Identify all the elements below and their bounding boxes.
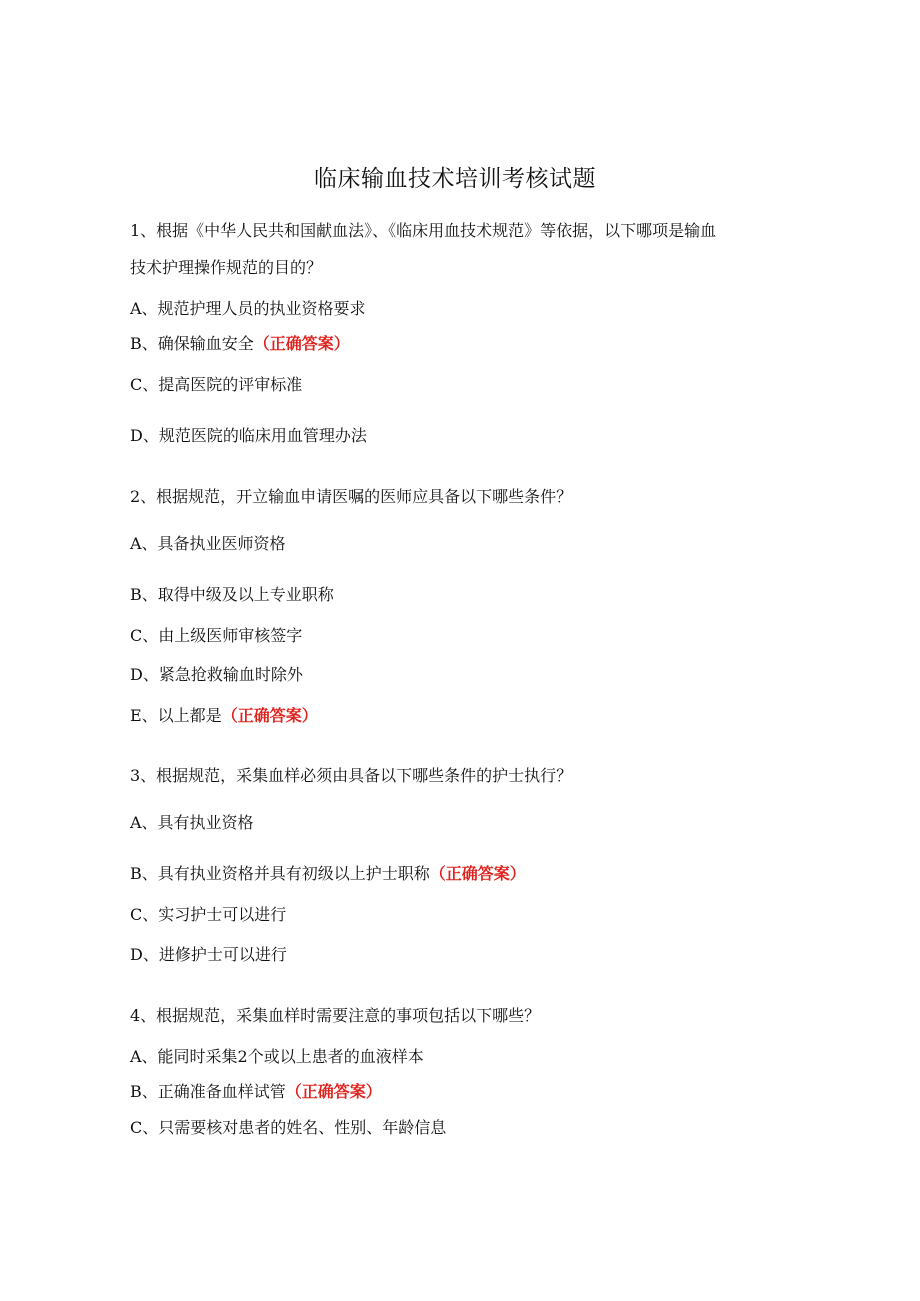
option-text: C、由上级医师审核签字	[130, 626, 303, 645]
option-text: A、规范护理人员的执业资格要求	[130, 299, 366, 318]
option-text: B、确保输血安全	[130, 334, 254, 353]
question-3-option-a	[130, 812, 254, 834]
question-1-stem-line-2: 技术护理操作规范的目的？	[130, 258, 323, 277]
question-4-option-b	[130, 1081, 382, 1103]
question-3-option-c	[130, 904, 286, 926]
question-1-option-b	[130, 333, 350, 355]
question-3-option-b	[130, 863, 526, 885]
document-title: 临床输血技术培训考核试题	[314, 166, 596, 192]
question-4-stem: 4、根据规范，采集血样时需要注意的事项包括以下哪些？	[130, 1006, 541, 1025]
question-1-option-c	[130, 374, 302, 396]
option-text: C、提高医院的评审标准	[130, 375, 303, 394]
question-2-option-b	[130, 584, 334, 606]
option-text: E、以上都是	[130, 706, 222, 725]
question-2-option-e	[130, 705, 318, 727]
option-text: B、具有执业资格并具有初级以上护士职称	[130, 864, 430, 883]
question-2-option-a	[130, 533, 286, 555]
question-2-stem: 2、根据规范，开立输血申请医嘱的医师应具备以下哪些条件？	[130, 487, 573, 506]
option-text: D、进修护士可以进行	[130, 945, 287, 964]
correct-answer-tag: （正确答案）	[285, 1082, 382, 1101]
correct-answer-tag: （正确答案）	[253, 334, 350, 353]
question-4-option-a	[130, 1046, 424, 1068]
option-text: D、规范医院的临床用血管理办法	[130, 426, 367, 445]
option-text: A、具备执业医师资格	[130, 534, 286, 553]
question-1-option-d	[130, 425, 367, 447]
question-3-stem: 3、根据规范，采集血样必须由具备以下哪些条件的护士执行？	[130, 766, 573, 785]
question-2-option-d	[130, 664, 303, 686]
question-4-option-c	[130, 1117, 446, 1139]
option-text: B、正确准备血样试管	[130, 1082, 286, 1101]
option-text: D、紧急抢救输血时除外	[130, 665, 303, 684]
option-text: A、能同时采集2个或以上患者的血液样本	[130, 1047, 424, 1066]
option-text: A、具有执业资格	[130, 813, 254, 832]
question-3-option-d	[130, 944, 287, 966]
correct-answer-tag: （正确答案）	[429, 864, 526, 883]
option-text: B、取得中级及以上专业职称	[130, 585, 334, 604]
correct-answer-tag: （正确答案）	[221, 706, 318, 725]
option-text: C、实习护士可以进行	[130, 905, 287, 924]
question-1-stem-line-1: 1、根据《中华人民共和国献血法》、《临床用血技术规范》等依据，以下哪项是输血	[130, 221, 717, 240]
option-text: C、只需要核对患者的姓名、性别、年龄信息	[130, 1118, 447, 1137]
question-2-option-c	[130, 625, 302, 647]
question-1-option-a	[130, 298, 366, 320]
